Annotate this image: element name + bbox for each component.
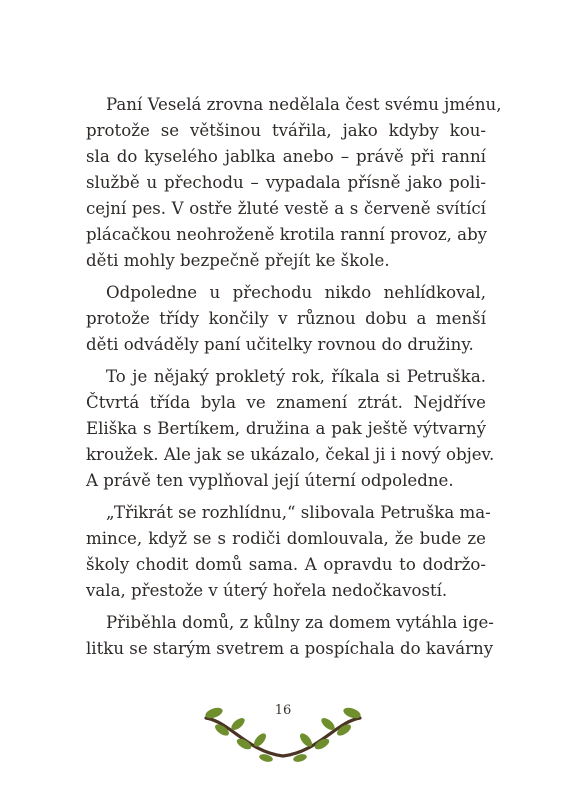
text-line: službě u přechodu – vypadala přísně jako poli-	[86, 173, 486, 192]
text-line: sla do kyselého jablka anebo – právě při ranní	[86, 147, 486, 166]
text-line: kroužek. Ale jak se ukázalo, čekal ji i nový objev.	[86, 445, 495, 464]
text-line: školy chodit domů sama. A opravdu to dodržo-	[86, 555, 486, 574]
text-line: Paní Veselá zrovna nedělala čest svému jménu,	[106, 95, 502, 114]
text-line: Odpoledne u přechodu nikdo nehlídkoval,	[106, 283, 486, 302]
body-text	[86, 92, 502, 662]
text-line: plácačkou neohroženě krotila ranní provoz, aby	[86, 225, 488, 244]
text-line: protože třídy končily v různou dobu a menší	[86, 309, 486, 328]
paragraph-3	[86, 364, 495, 494]
text-line: litku se starým svetrem a pospíchala do kavárny	[86, 639, 494, 658]
text-line: vala, přestože v úterý hořela nedočkavostí.	[86, 581, 448, 600]
paragraph-4	[86, 500, 491, 604]
text-line: protože se většinou tvářila, jako kdyby kou-	[86, 121, 486, 140]
text-line: Čtvrtá třída byla ve znamení ztrát. Nejdříve	[86, 393, 486, 412]
text-line: Eliška s Bertíkem, družina a pak ještě výtvarný	[86, 419, 486, 438]
text-line: cejní pes. V ostře žluté vestě a s červeně svítící	[86, 199, 486, 218]
text-line: To je nějaký prokletý rok, říkala si Petruška.	[106, 367, 486, 386]
page-number: 16	[274, 703, 292, 718]
text-line: Přiběhla domů, z kůlny za domem vytáhla ige-	[106, 613, 494, 632]
paragraph-1	[86, 92, 502, 274]
text-line: A právě ten vyplňoval její úterní odpoledne.	[86, 471, 454, 490]
text-line: děti odváděly paní učitelky rovnou do družiny.	[86, 335, 474, 354]
paragraph-5	[86, 610, 494, 662]
paragraph-2	[86, 280, 486, 358]
text-line: mince, když se s rodiči domlouvala, že bude ze	[86, 529, 486, 548]
text-line: děti mohly bezpečně přejít ke škole.	[86, 251, 390, 270]
text-line: „Třikrát se rozhlídnu,“ slibovala Petruška ma-	[106, 503, 491, 522]
page-footer	[0, 700, 566, 770]
